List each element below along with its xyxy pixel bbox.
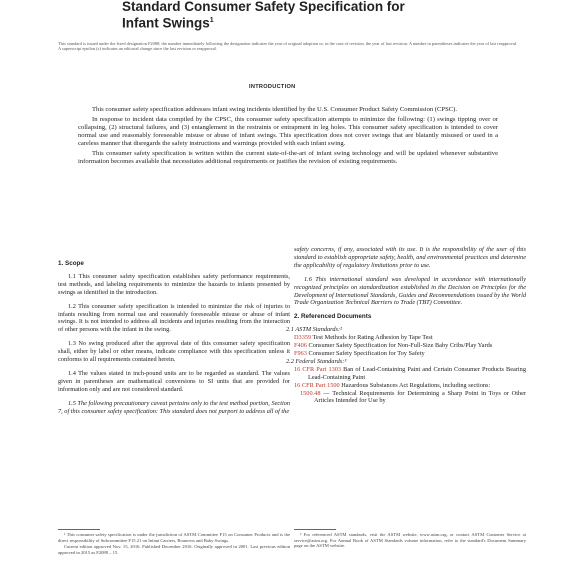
reference-link[interactable]: 1500.48 <box>300 389 321 397</box>
scope-paragraph: 1.4 The values stated in inch-pound units are to be regarded as standard. The values given in parentheses are mathematical conversions to SI units that are provided for information only and are not considered standard. <box>58 369 290 393</box>
document-title <box>122 0 422 31</box>
reference-item: 1500.48 — Technical Requirements for Determining a Sharp Point in Toys or Other Articles Intended for Use by <box>300 389 526 405</box>
intro-paragraph: This consumer safety specification is written within the current state-of-the-art of infant swing technology and will be updated whenever substantive information becomes available that necessitates additional requirements or justifies the revision of existing requirements. <box>78 150 498 165</box>
title-line-2: Infant Swings <box>122 15 210 31</box>
reference-subheading: 2.1 ASTM Standards:² <box>286 326 342 334</box>
left-footnotes <box>58 532 290 557</box>
footnote: ² For referenced ASTM standards, visit the ASTM website, www.astm.org, or contact ASTM Customer Service at service@astm.org. For Annual Book of ASTM Standards volume information, refer to the standard's Document Summary page on the ASTM website. <box>294 532 526 549</box>
reference-item: D3359 Test Methods for Rating Adhesion by Tape Test <box>294 334 433 342</box>
scope-paragraph-cont: safety concerns, if any, associated with its use. It is the responsibility of the user of this standard to establish appropriate safety, health, and environmental practices and determine the applicability of regulatory limitations prior to use. <box>294 246 526 269</box>
reference-link[interactable]: 16 CFR Part 1303 <box>294 365 342 373</box>
reference-item: 16 CFR Part 1303 Ban of Lead-Containing Paint and Certain Consumer Products Bearing Lead-Containing Paint <box>294 365 526 381</box>
scope-paragraph: 1.6 This international standard was developed in accordance with internationally recognized principles on standardization established in the Decision on Principles for the Development of International Standards, Guides and Recommendations issued by the World Trade Organization Technical Barriers to Trade (TBT) Committee. <box>294 275 526 307</box>
reference-link[interactable]: 16 CFR Part 1500 <box>294 381 340 389</box>
right-column <box>286 246 526 405</box>
reference-subheading: 2.2 Federal Standards:³ <box>286 357 347 365</box>
introduction-heading: INTRODUCTION <box>249 84 296 90</box>
right-footnotes <box>294 532 526 550</box>
footnote: Current edition approved Nov. 15, 2016. Published December 2016. Originally approved in 2001. Last previous edition approved in 2015 as F2088 – 15. <box>58 544 290 556</box>
scope-paragraph: 1.3 No swing produced after the approval date of this consumer safety specification shall, either by label or other means, indicate compliance with this specification unless it conforms to all requirements contained herein. <box>58 340 290 364</box>
scope-paragraph: 1.2 This consumer safety specification is intended to minimize the risk of injuries to infants resulting from normal use and reasonably foreseeable misuse or abuse of infant swings. It is not intended to address all incidents and injuries resulting from the interaction of other persons with the infant in the swing. <box>58 302 290 334</box>
scope-heading: 1. Scope <box>58 260 84 267</box>
introduction-body <box>78 106 498 168</box>
reference-list <box>286 326 526 405</box>
reference-item: 16 CFR Part 1500 Hazardous Substances Act Regulations, including sections: <box>294 381 491 389</box>
scope-paragraph: 1.5 The following precautionary caveat pertains only to the test method portion, Section 7, of this consumer safety specification: This standard does not purport to address all of the <box>58 399 290 415</box>
reference-item: F406 Consumer Safety Specification for Non-Full-Size Baby Cribs/Play Yards <box>294 342 493 350</box>
reference-link[interactable]: F963 <box>294 349 307 357</box>
intro-paragraph: In response to incident data compiled by the CPSC, this consumer safety specification attempts to minimize the following: (1) swings tipping over or collapsing, (2) structural failures, and (3) entanglement in the restraints or entrapment in leg holes. This consumer safety specification is intended to cover normal use and reasonably foreseeable misuse or abuse of infant swings. This specification does not cover swings that are blatantly misused or used in a careless manner that disregards the safety instructions and warnings provided with each infant swing. <box>78 116 498 147</box>
reference-item: F963 Consumer Safety Specification for Toy Safety <box>294 349 425 357</box>
footnote-divider <box>294 529 336 530</box>
left-column <box>58 260 290 422</box>
reference-link[interactable]: D3359 <box>294 334 312 342</box>
references-heading: 2. Referenced Documents <box>294 313 372 321</box>
intro-paragraph: This consumer safety specification addresses infant swing incidents identified by the U.S. Consumer Product Safety Commission (CPSC). <box>92 106 457 113</box>
reference-link[interactable]: F406 <box>294 342 307 350</box>
footnote: ¹ This consumer safety specification is under the jurisdiction of ASTM Committee F15 on Consumer Products and is the direct responsibility of Subcommittee F15.21 on Infant Carriers, Bouncers and Baby Swings. <box>58 532 290 543</box>
title-line-1: Standard Consumer Safety Specification for <box>122 0 405 14</box>
footnote-divider <box>58 529 100 530</box>
scope-paragraph: 1.1 This consumer safety specification establishes safety performance requirements, test methods, and labeling requirements to minimize the hazards to infants presented by swings as identified in the introduction. <box>58 272 290 296</box>
designation-note: This standard is issued under the fixed designation F2088; the number immediately following the designation indicates the year of original adoption or, in the case of revision, the year of last revision. A number in parentheses indicates the year of last reapproval. A superscript epsilon (ε) indicates an editorial change since the last revision or reapproval. <box>58 41 518 52</box>
title-footnote-mark: 1 <box>209 17 214 24</box>
